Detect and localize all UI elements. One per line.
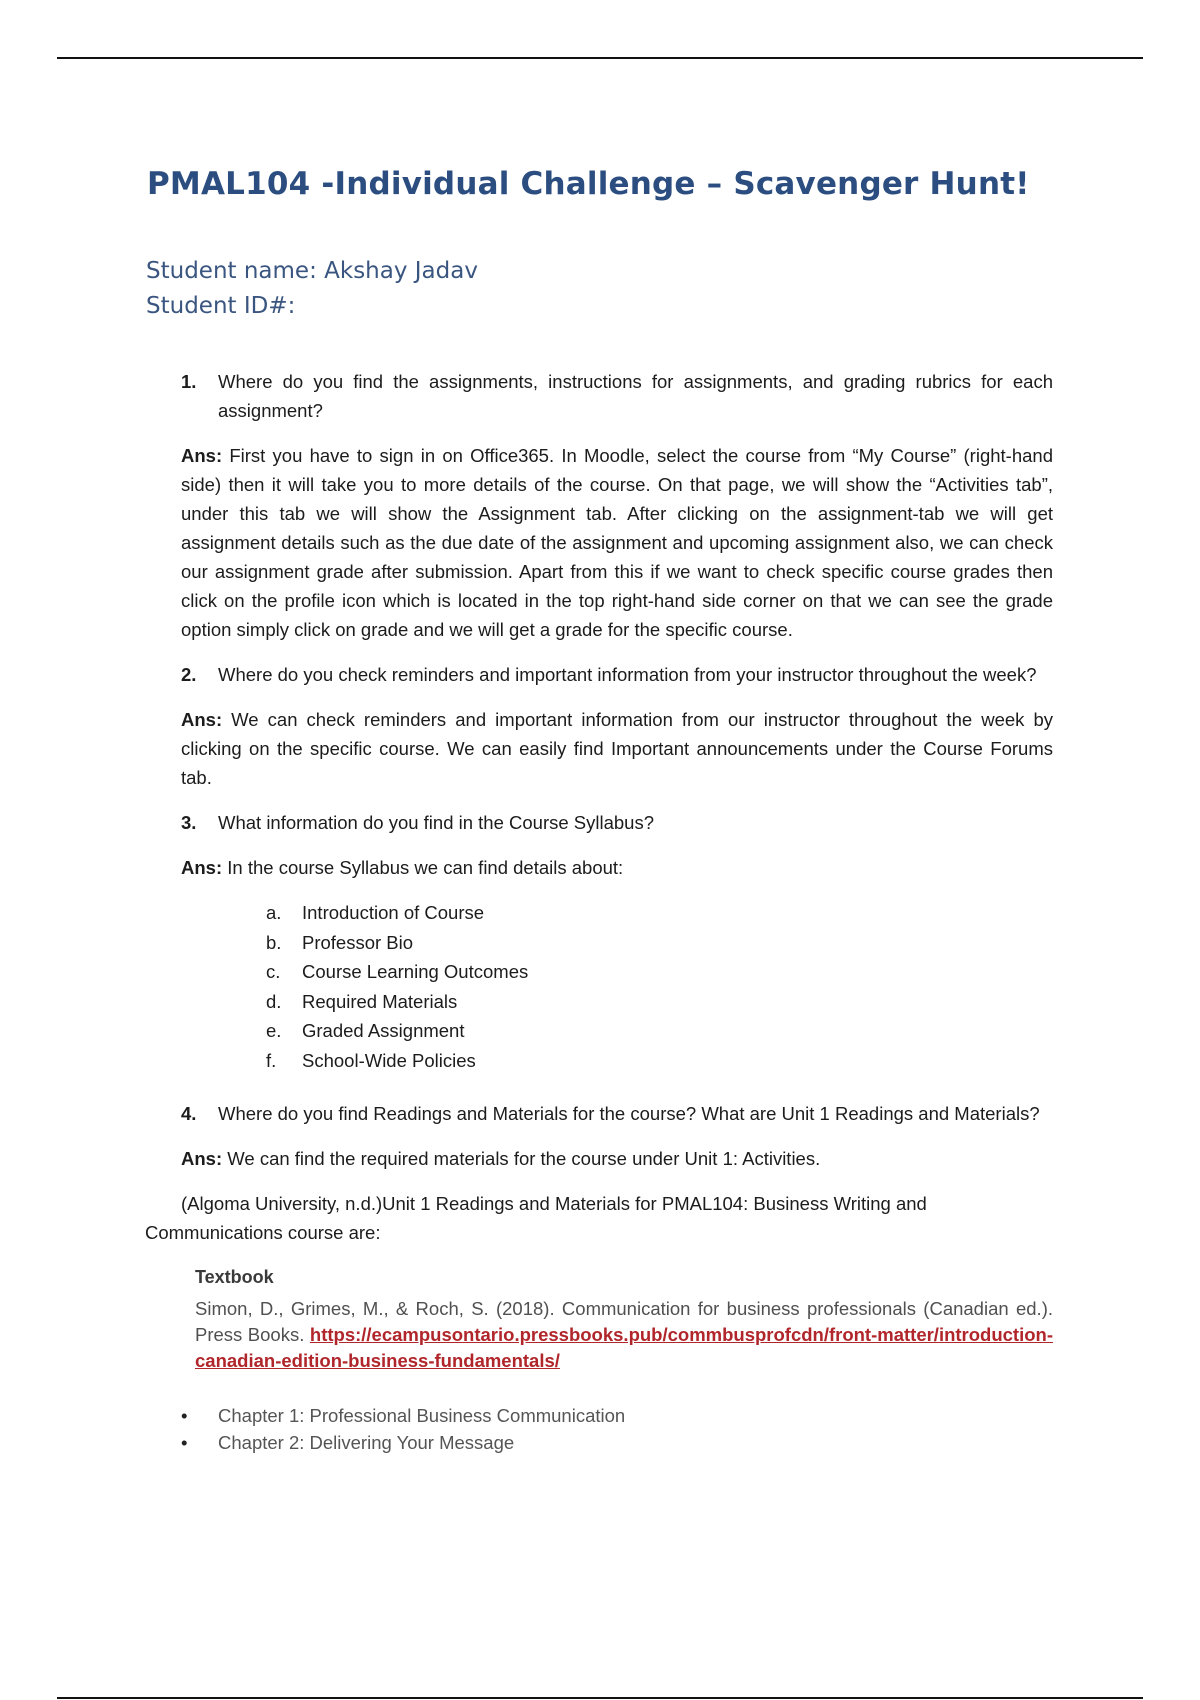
answer-text: We can check reminders and important information from our instructor throughout the week by clicking on the specific course. We can easily find Important announcements under the Course Forums tab. xyxy=(181,709,1053,788)
question-number: 4. xyxy=(181,1103,197,1124)
list-item xyxy=(266,957,1053,987)
list-text: Required Materials xyxy=(302,990,458,1012)
textbook-heading: Textbook xyxy=(195,1267,274,1287)
answer-4 xyxy=(181,1144,1053,1173)
list-text: Course Learning Outcomes xyxy=(302,961,529,982)
list-item xyxy=(181,1402,1053,1429)
list-text: Professor Bio xyxy=(302,931,414,953)
question-text: Where do you check reminders and important information from your instructor throughout the week? xyxy=(218,664,1037,685)
list-marker: f. xyxy=(266,1049,277,1071)
answer-label: Ans: xyxy=(181,857,223,878)
syllabus-list xyxy=(266,898,1053,1075)
answer-text: First you have to sign in on Office365. In Moodle, select the course from “My Course” (right-hand side) then it will take you to more details of the course. On that page, we will show the “Activities tab”, under this tab we will show the Assignment tab. After clicking on the assignment-tab we will get assignment details such as the due date of the assignment and upcoming assignment also, we can check our assignment grade after submission. Apart from this if we want to check specific course grades then click on the profile icon which is located in the top right-hand side corner on that we can see the grade option simply click on grade and we will get a grade for the specific course. xyxy=(181,445,1053,640)
answer-label: Ans: xyxy=(181,445,223,466)
question-text: What information do you find in the Course Syllabus? xyxy=(218,812,655,833)
answer-text: We can find the required materials for the course under Unit 1: Activities. xyxy=(222,1148,821,1169)
question-text: Where do you find the assignments, instructions for assignments, and grading rubrics for each assignment? xyxy=(218,371,1053,421)
list-marker: d. xyxy=(266,990,282,1012)
question-number: 2. xyxy=(181,664,197,685)
list-marker: a. xyxy=(266,902,282,923)
answer-label: Ans: xyxy=(181,1148,223,1169)
question-1 xyxy=(181,367,1053,425)
question-number: 1. xyxy=(181,371,197,392)
answer-2 xyxy=(181,705,1053,792)
answer-label: Ans: xyxy=(181,709,223,730)
bullet-icon: • xyxy=(181,1405,188,1426)
chapter-text: Chapter 1: Professional Business Communication xyxy=(218,1405,626,1426)
list-item xyxy=(266,898,1053,928)
list-item xyxy=(266,1046,1053,1076)
textbook-reference xyxy=(195,1296,1053,1374)
student-name: Student name: Akshay Jadav xyxy=(146,258,478,284)
chapter-list xyxy=(181,1402,1053,1456)
list-marker: b. xyxy=(266,931,282,953)
chapter-text: Chapter 2: Delivering Your Message xyxy=(218,1432,515,1453)
citation-paragraph: (Algoma University, n.d.)Unit 1 Readings and Materials for PMAL104: Business Writing and Communications course are: xyxy=(145,1193,927,1243)
student-id: Student ID#: xyxy=(146,293,296,319)
student-info xyxy=(146,254,478,324)
answer-text: In the course Syllabus we can find details about: xyxy=(222,857,624,878)
textbook-section xyxy=(195,1263,1053,1374)
page-title: PMAL104 -Individual Challenge – Scavenger Hunt! xyxy=(147,166,1030,202)
reference-text: Simon, D., Grimes, M., & Roch, S. (2018). Communication for business professionals (Canadian ed.). Press Books. xyxy=(195,1298,1053,1345)
bottom-rule xyxy=(57,1697,1143,1699)
list-item xyxy=(266,1016,1053,1046)
list-marker: e. xyxy=(266,1020,282,1041)
question-number: 3. xyxy=(181,812,197,833)
textbook-link[interactable]: https://ecampusontario.pressbooks.pub/commbusprofcdn/front-matter/introduction-canadian-edition-business-fundamentals/ xyxy=(195,1324,1053,1371)
list-text: Introduction of Course xyxy=(302,902,485,923)
document-body xyxy=(145,367,1053,1456)
list-marker: c. xyxy=(266,961,281,982)
bullet-icon: • xyxy=(181,1432,188,1453)
answer-1 xyxy=(181,441,1053,644)
question-2 xyxy=(181,660,1053,689)
question-text: Where do you find Readings and Materials for the course? What are Unit 1 Readings and Materials? xyxy=(218,1103,1040,1124)
list-item xyxy=(266,987,1053,1017)
list-text: School-Wide Policies xyxy=(302,1049,476,1071)
question-4 xyxy=(181,1099,1053,1128)
list-item xyxy=(181,1429,1053,1456)
answer-3 xyxy=(181,853,1053,882)
list-item xyxy=(266,928,1053,958)
question-3 xyxy=(181,808,1053,837)
top-rule xyxy=(57,57,1143,59)
list-text: Graded Assignment xyxy=(302,1020,465,1041)
